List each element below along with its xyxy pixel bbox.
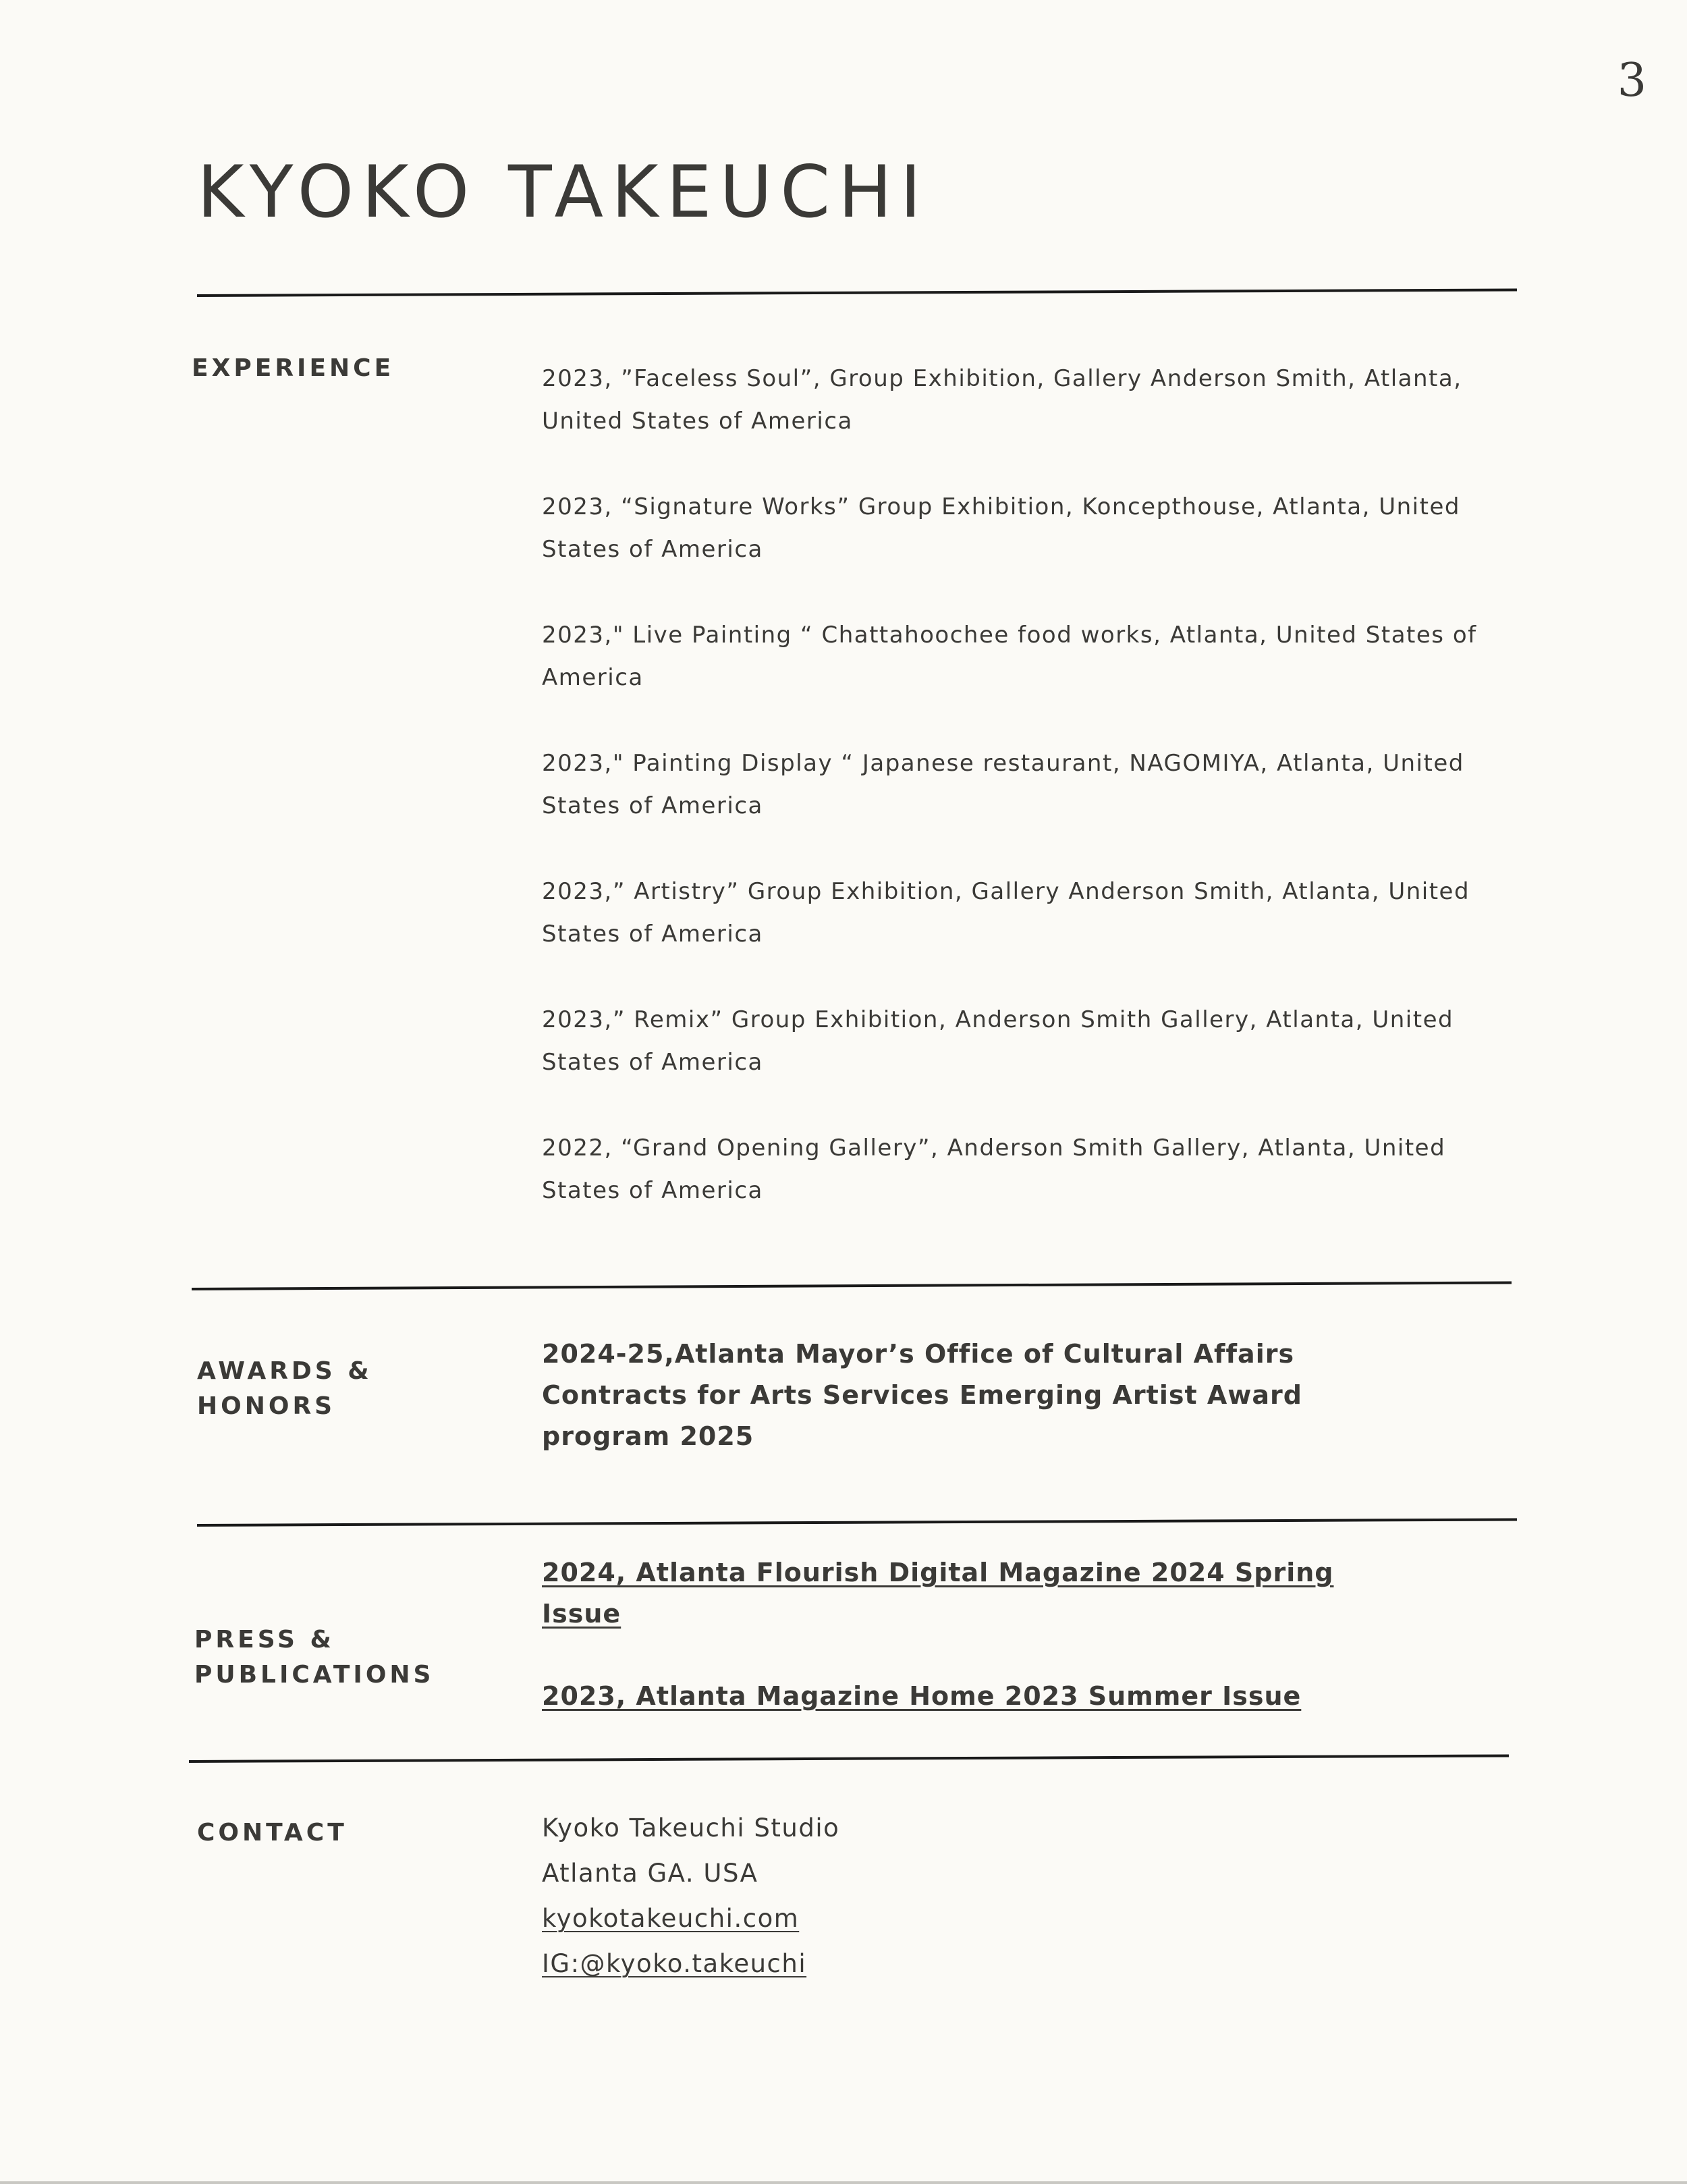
divider-experience — [192, 1281, 1512, 1290]
divider-header — [197, 288, 1517, 297]
contact-instagram-link[interactable]: IG:@kyoko.takeuchi — [542, 1949, 807, 1978]
award-entry: 2024-25,Atlanta Mayor’s Office of Cultural Affairs Contracts for Arts Services Emerging Artist Award program 2025 — [542, 1339, 1302, 1451]
contact-instagram-item — [542, 1941, 1352, 1986]
awards-label — [197, 1354, 372, 1424]
experience-item: 2023, “Signature Works” Group Exhibition, Koncepthouse, Atlanta, United States of America — [542, 493, 1460, 563]
awards-label-line1: AWARDS & — [197, 1357, 372, 1385]
press-label-line1: PRESS & — [194, 1626, 335, 1654]
awards-label-line2: HONORS — [197, 1392, 336, 1420]
contact-location: Atlanta GA. USA — [542, 1859, 758, 1888]
press-label — [194, 1622, 435, 1693]
page-bottom-edge — [0, 2181, 1687, 2184]
press-link-flourish[interactable]: 2024, Atlanta Flourish Digital Magazine 2024 Spring Issue — [542, 1558, 1334, 1629]
contact-studio: Kyoko Takeuchi Studio — [542, 1813, 840, 1842]
contact-label: CONTACT — [197, 1819, 348, 1847]
press-item — [542, 1676, 1419, 1717]
experience-label: EXPERIENCE — [192, 354, 395, 382]
press-label-line2: PUBLICATIONS — [194, 1661, 435, 1689]
experience-item: 2022, “Grand Opening Gallery”, Anderson Smith Gallery, Atlanta, United States of America — [542, 1135, 1446, 1204]
experience-list — [542, 358, 1514, 1255]
press-list — [542, 1552, 1419, 1758]
experience-item: 2023,” Remix” Group Exhibition, Anderson Smith Gallery, Atlanta, United States of America — [542, 1006, 1454, 1076]
artist-name: KYOKO TAKEUCHI — [197, 151, 930, 234]
press-link-atlanta-magazine[interactable]: 2023, Atlanta Magazine Home 2023 Summer Issue — [542, 1681, 1302, 1711]
experience-item: 2023," Live Painting “ Chattahoochee food works, Atlanta, United States of America — [542, 622, 1477, 691]
experience-item: 2023," Painting Display “ Japanese restaurant, NAGOMIYA, Atlanta, United States of America — [542, 750, 1464, 819]
experience-item: 2023, ”Faceless Soul”, Group Exhibition, Gallery Anderson Smith, Atlanta, United States of America — [542, 365, 1462, 435]
contact-list — [542, 1805, 1352, 1986]
press-item — [542, 1552, 1419, 1635]
contact-website-link[interactable]: kyokotakeuchi.com — [542, 1904, 800, 1933]
page-number: 3 — [1617, 54, 1647, 107]
contact-website-item — [542, 1896, 1352, 1941]
divider-awards — [197, 1518, 1517, 1527]
experience-item: 2023,” Artistry” Group Exhibition, Gallery Anderson Smith, Atlanta, United States of America — [542, 878, 1470, 948]
